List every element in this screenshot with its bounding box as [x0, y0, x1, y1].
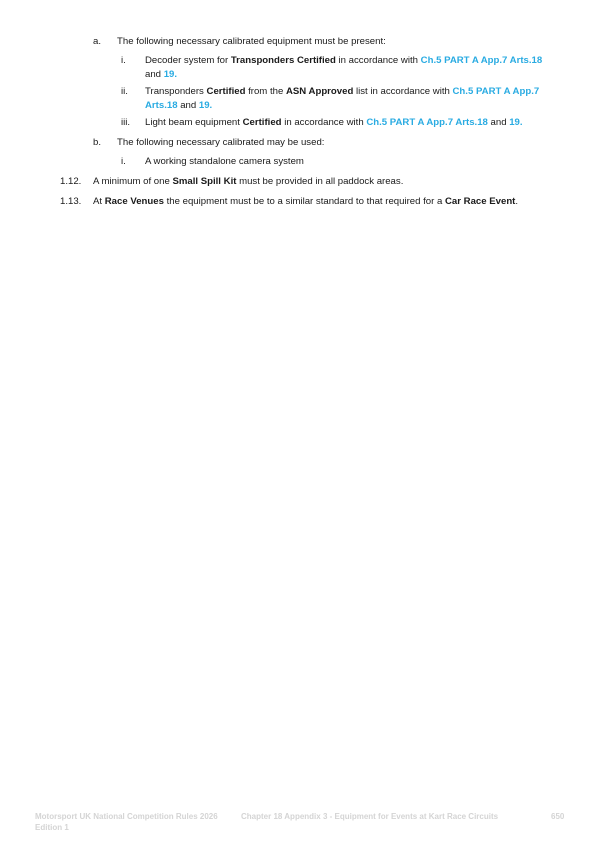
- list-text: The following necessary calibrated may be used:: [117, 137, 325, 148]
- cross-reference-link[interactable]: Ch.5 PART A App.7: [452, 86, 540, 97]
- cross-reference-link[interactable]: 19.: [198, 100, 213, 111]
- list-text: A working standalone camera system: [145, 156, 304, 167]
- list-marker: a.: [93, 36, 102, 47]
- defined-term: ASN Approved: [285, 86, 354, 97]
- defined-term: Certified: [206, 86, 246, 97]
- cross-reference-link[interactable]: Ch.5 PART A App.7 Arts.18: [366, 117, 488, 128]
- rule-number: 1.13.: [60, 196, 82, 207]
- list-text: The following necessary calibrated equipment must be present:: [117, 36, 386, 47]
- list-marker: ii.: [121, 86, 128, 97]
- list-marker: iii.: [121, 117, 131, 128]
- cross-reference-link[interactable]: Arts.18: [145, 100, 178, 111]
- list-marker: i.: [121, 156, 126, 167]
- list-marker: i.: [121, 55, 126, 66]
- list-text: Light beam equipment Certified in accordance with Ch.5 PART A App.7 Arts.18 and 19.: [145, 117, 523, 128]
- defined-term: Small Spill Kit: [172, 176, 237, 187]
- list-text: Decoder system for Transponders Certified in accordance with Ch.5 PART A App.7 Arts.18: [145, 55, 543, 66]
- footer-publication: [35, 811, 218, 833]
- defined-term: Certified: [242, 117, 282, 128]
- rule-text: A minimum of one Small Spill Kit must be provided in all paddock areas.: [93, 176, 404, 187]
- footer-chapter: Chapter 18 Appendix 3 - Equipment for Events at Kart Race Circuits: [241, 812, 499, 821]
- cross-reference-link[interactable]: 19.: [509, 117, 523, 128]
- rule-text: At Race Venues the equipment must be to a similar standard to that required for a Car Race Event.: [93, 196, 519, 207]
- rule-number: 1.12.: [60, 176, 82, 187]
- cross-reference-link[interactable]: 19.: [163, 69, 178, 80]
- list-text: Transponders Certified from the ASN Approved list in accordance with Ch.5 PART A App.7: [145, 86, 540, 97]
- document-page: a. The following necessary calibrated equipment must be present: i. Decoder system for Transponders Certified in accordance with Ch.5 PART A App.7 Arts.18 and 19. ii. Transponders Certified from the ASN Approved list in accordance with Ch.5 PART A App.7 Arts.18 and 19. iii. Light beam equipment Certified in accordance with Ch.5 PART A App.7 Arts.18 and 19. b. The following necessary calibrated may be used: i. A working standalone camera system 1.12. A minimum of one Small Spill Kit must be provided in all paddock areas. 1.13. At Race Venues the equipment must be to a similar standard to that required for a Car Race Event. Motorsport UK National Competition Rules 2026 Edition 1 Chapter 18 Appendix 3 - Equipment for Events at Kart Race Circuits 650: [35, 36, 565, 832]
- defined-term: Transponders Certified: [230, 55, 336, 66]
- defined-term: Race Venues: [104, 196, 164, 207]
- footer-edition: Edition 1: [35, 823, 69, 832]
- footer-publication-title: Motorsport UK National Competition Rules 2026: [35, 812, 218, 821]
- cross-reference-link[interactable]: Ch.5 PART A App.7 Arts.18: [420, 55, 543, 66]
- defined-term: Car Race Event: [444, 196, 516, 207]
- footer-page-number: 650: [551, 812, 565, 821]
- list-marker: b.: [93, 137, 102, 148]
